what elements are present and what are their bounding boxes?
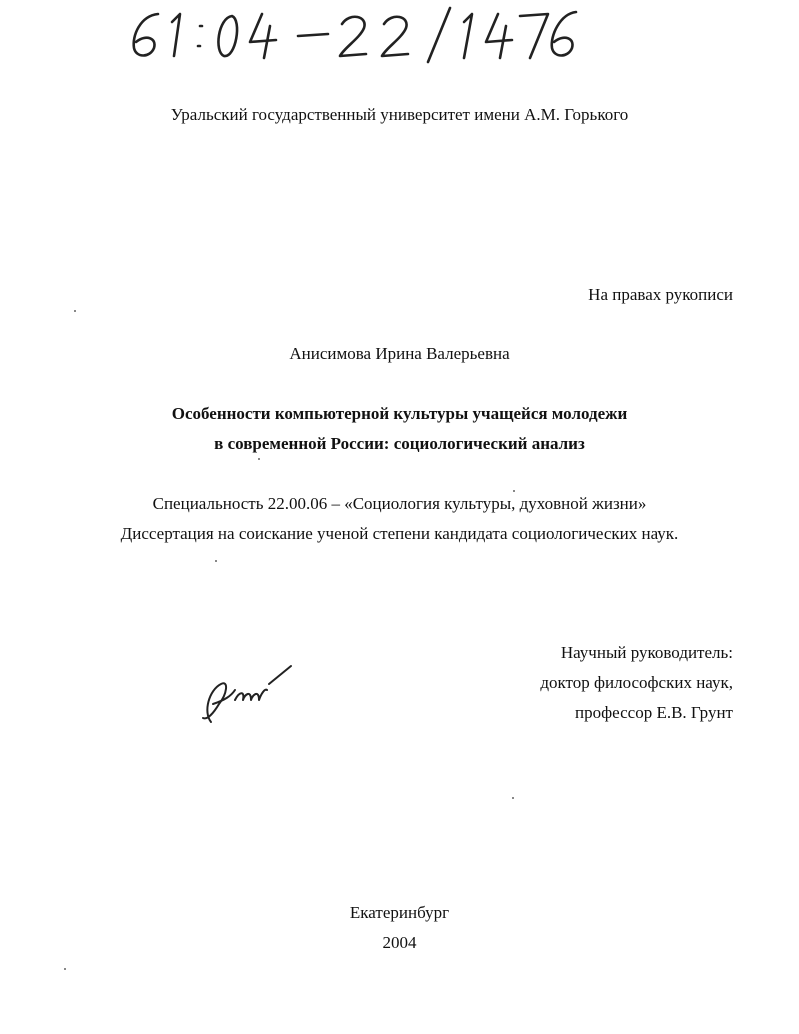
scan-speck xyxy=(64,968,66,970)
manuscript-note: На правах рукописи xyxy=(588,285,733,304)
archive-stamp-handwriting xyxy=(120,0,580,70)
specialty: Специальность 22.00.06 – «Социология культуры, духовной жизни» xyxy=(152,494,647,513)
thesis-title-line-1: Особенности компьютерной культуры учащейся молодежи xyxy=(171,404,628,423)
scan-speck xyxy=(512,797,514,799)
degree-statement: Диссертация на соискание ученой степени кандидата социологических наук. xyxy=(120,524,679,543)
signature xyxy=(195,660,305,735)
scan-speck xyxy=(215,560,217,562)
advisor-degree: доктор философских наук, xyxy=(540,673,733,692)
author-name: Анисимова Ирина Валерьевна xyxy=(289,344,510,363)
year: 2004 xyxy=(382,933,417,952)
scan-speck xyxy=(258,458,260,460)
advisor-label: Научный руководитель: xyxy=(560,643,733,662)
thesis-title-line-2: в современной России: социологический анализ xyxy=(214,434,585,453)
scan-speck xyxy=(74,310,76,312)
advisor-name: профессор Е.В. Грунт xyxy=(575,703,733,722)
scan-speck xyxy=(513,490,515,492)
city: Екатеринбург xyxy=(349,903,450,922)
university-name: Уральский государственный университет имени А.М. Горького xyxy=(170,105,629,124)
